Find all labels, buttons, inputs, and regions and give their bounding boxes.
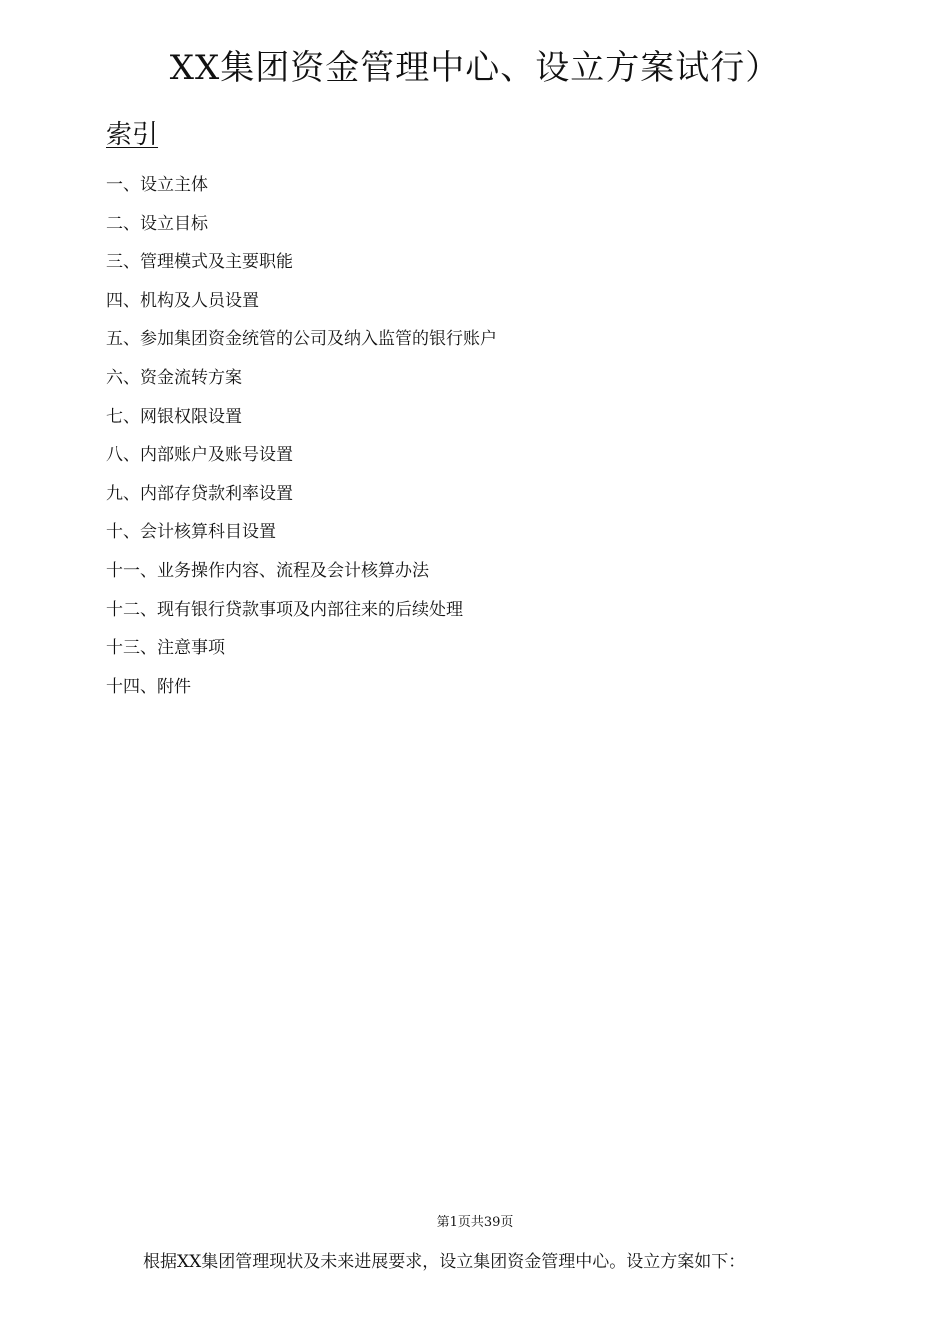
toc-item: 六、资金流转方案 (106, 367, 242, 388)
table-of-contents (106, 172, 497, 712)
toc-item: 九、内部存贷款利率设置 (106, 483, 293, 504)
toc-item: 一、设立主体 (106, 175, 208, 195)
toc-item: 八、内部账户及账号设置 (106, 445, 293, 466)
toc-item: 十、会计核算科目设置 (106, 522, 276, 543)
toc-item: 十三、注意事项 (106, 638, 225, 659)
toc-item: 十一、业务操作内容、流程及会计核算办法 (106, 560, 429, 581)
toc-item: 五、参加集团资金统管的公司及纳入监管的银行账户 (106, 329, 497, 350)
toc-item: 十二、现有银行贷款事项及内部往来的后续处理 (106, 599, 463, 620)
toc-item: 二、设立目标 (106, 213, 208, 234)
page-number-footer: 第1页共39页 (436, 1215, 514, 1230)
toc-item: 三、管理模式及主要职能 (106, 252, 293, 273)
toc-item: 七、网银权限设置 (106, 406, 242, 427)
document-title: XX集团资金管理中心、设立方案试行） (169, 48, 781, 88)
index-heading: 索引 (106, 120, 159, 150)
toc-item: 十四、附件 (106, 676, 191, 697)
intro-paragraph: 根据XX集团管理现状及未来进展要求，设立集团资金管理中心。设立方案如下： (143, 1252, 746, 1272)
toc-item: 四、机构及人员设置 (106, 290, 259, 311)
